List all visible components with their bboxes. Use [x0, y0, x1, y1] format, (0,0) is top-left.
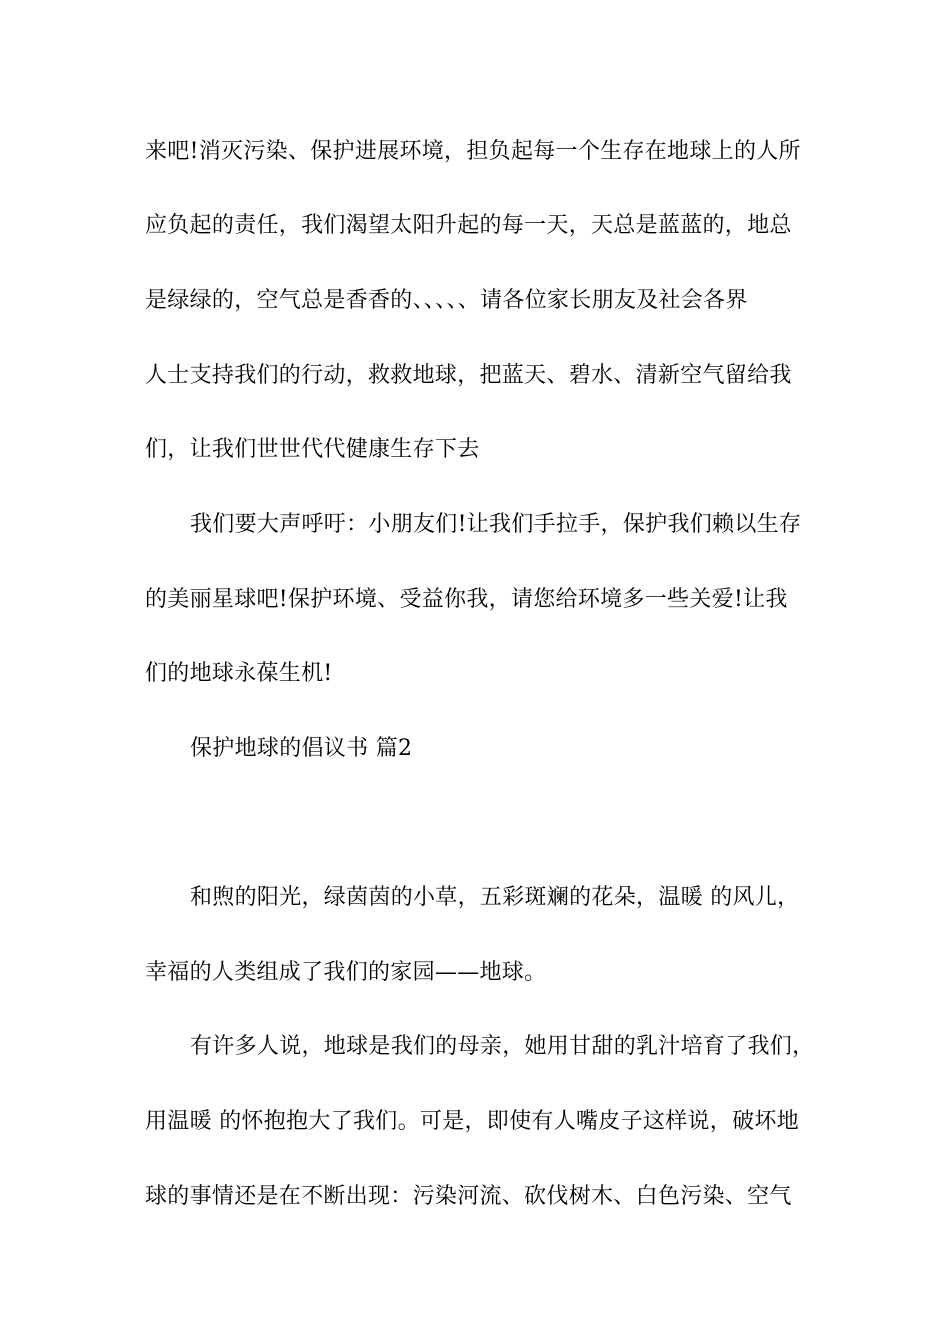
- paragraph-line: 应负起的责任，我们渴望太阳升起的每一天，天总是蓝蓝的，地总: [145, 213, 792, 238]
- paragraph-line: 是绿绿的，空气总是香香的、、、、、请各位家长朋友及社会各界: [145, 288, 748, 313]
- paragraph-line: 的美丽星球吧!保护环境、受益你我，请您给环境多一些关爱!让我: [145, 587, 788, 612]
- paragraph-line: 球的事情还是在不断出现：污染河流、砍伐树木、白色污染、空气: [145, 1184, 792, 1209]
- paragraph-line: 们的地球永葆生机!: [145, 661, 333, 686]
- paragraph-line: 用温暖 的怀抱抱大了我们。可是，即使有人嘴皮子这样说，破坏地: [145, 1109, 799, 1134]
- paragraph-line: 有许多人说，地球是我们的母亲，她用甘甜的乳汁培育了我们，: [190, 1034, 815, 1059]
- paragraph-line: 我们要大声呼吁：小朋友们!让我们手拉手，保护我们赖以生存: [190, 512, 802, 537]
- paragraph-line: 幸福的人类组成了我们的家园——地球。: [145, 960, 547, 985]
- paragraph-line: 人士支持我们的行动，救救地球，把蓝天、碧水、清新空气留给我: [145, 363, 792, 388]
- section-heading: 保护地球的倡议书 篇2: [190, 736, 413, 761]
- paragraph-line: 们，让我们世世代代健康生存下去: [145, 437, 480, 462]
- paragraph-line: 和煦的阳光，绿茵茵的小草，五彩斑斓的花朵，温暖 的风儿，: [190, 885, 800, 910]
- paragraph-line: 来吧!消灭污染、保护进展环境，担负起每一个生存在地球上的人所: [145, 139, 801, 164]
